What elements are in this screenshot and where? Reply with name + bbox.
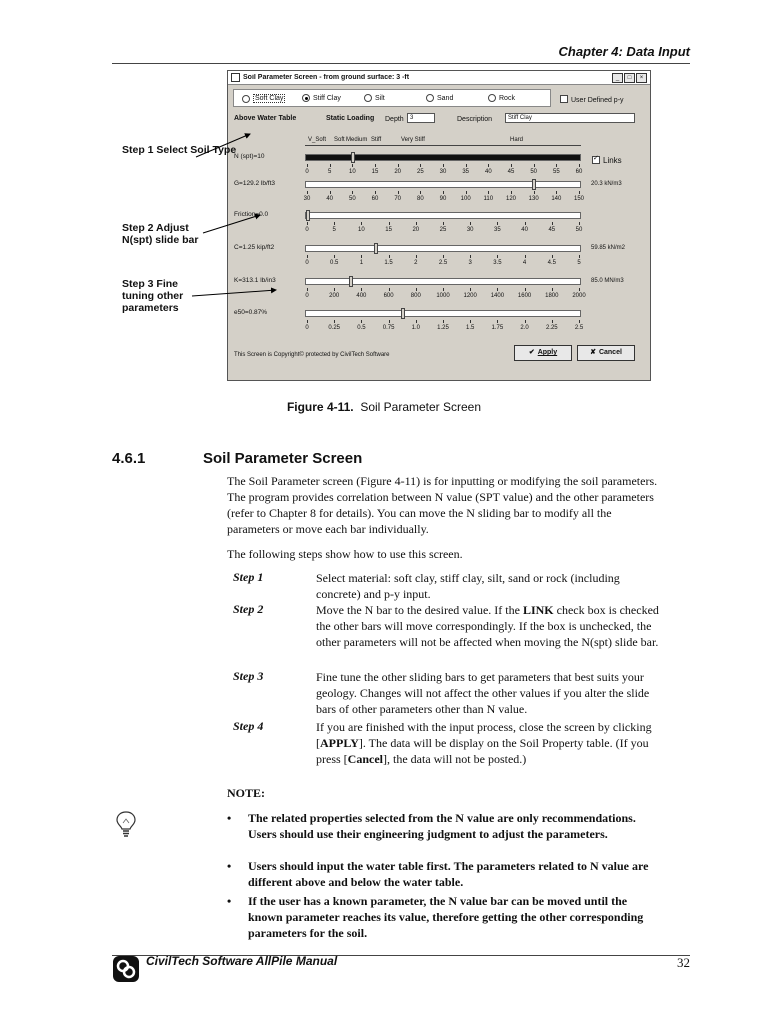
tick-label: 25 [416, 169, 424, 175]
tick-label: 60 [371, 196, 379, 202]
tick-label: 0 [305, 325, 309, 331]
tick-label: 45 [548, 227, 556, 233]
footer-title: CivilTech Software AllPile Manual [146, 954, 338, 968]
tick-label: 15 [371, 169, 379, 175]
tick-label: 1.5 [384, 260, 393, 266]
tick-label: 1800 [545, 293, 559, 299]
tick-label: 90 [439, 196, 447, 202]
arrow-step-2 [203, 215, 260, 233]
metric-value: 85.0 MN/m3 [591, 278, 624, 284]
water-table-label: Above Water Table [234, 115, 297, 122]
minimize-icon[interactable]: _ [612, 73, 623, 83]
tick-label: 0.5 [357, 325, 366, 331]
tick-label: 40 [521, 227, 528, 233]
tick-label: 0.25 [328, 325, 341, 331]
radio-silt[interactable]: Silt [364, 94, 385, 102]
description-label: Description [457, 116, 493, 123]
tick-label: 25 [439, 227, 447, 233]
step-label: Step 4 [233, 719, 264, 733]
tick-label: 15 [385, 227, 392, 233]
window-title: Soil Parameter Screen - from ground surface: 3 -ft [243, 74, 410, 81]
x-icon: ✘ [590, 349, 596, 356]
tick-label: 1 [359, 260, 364, 266]
note-item: • The related properties selected from the N value are only recommendations. Users should use their engineering judgment to adjust the parameters. [227, 811, 636, 841]
consistency-label: Stiff [371, 137, 382, 143]
description-input[interactable]: Stiff Clay [505, 113, 635, 123]
user-defined-checkbox[interactable]: User Defined p-y [560, 94, 624, 104]
lightbulb-icon [115, 810, 137, 838]
tick-label: 5 [577, 260, 581, 266]
tick-label: 5 [332, 227, 336, 233]
depth-input[interactable]: 3 [407, 113, 435, 123]
callout-arrows [0, 0, 768, 400]
tick-label: 10 [348, 169, 356, 175]
tick-label: 400 [356, 293, 367, 299]
consistency-label: Soft [334, 137, 345, 143]
tick-label: 50 [575, 227, 583, 233]
tick-label: 1.25 [437, 325, 449, 331]
tick-label: 4.5 [547, 260, 556, 266]
copyright-text: This Screen is Copyright© protected by CivilTech Software [234, 352, 390, 358]
tick-label: 55 [552, 169, 560, 175]
tick-label: 200 [329, 293, 340, 299]
tick-label: 130 [528, 196, 539, 202]
tick-label: 1600 [517, 293, 532, 299]
tick-label: 0 [305, 260, 309, 266]
tick-label: 40 [326, 196, 333, 202]
tick-label: 2.25 [545, 325, 558, 331]
tick-label: 4 [522, 260, 527, 266]
radio-sand[interactable]: Sand [426, 94, 453, 102]
tick-label: 800 [410, 293, 421, 299]
callout-step-1: Step 1 Select Soil Type [122, 144, 237, 156]
arrow-step-1 [196, 134, 250, 157]
callout-step-3: Step 3 Fine tuning other parameters [122, 278, 184, 314]
arrow-step-3 [192, 290, 276, 296]
note-item: • If the user has a known parameter, the N value bar can be moved until the known parameter reaches its value, therefore getting the other corresponding parameters for the soil. [227, 894, 644, 940]
close-icon[interactable]: × [636, 73, 647, 83]
slider-label: Friction=0.0 [234, 211, 269, 218]
page-number: 32 [677, 955, 690, 970]
tick-label: 0.75 [382, 325, 395, 331]
tick-label: 20 [412, 227, 420, 233]
tick-label: 35 [494, 227, 501, 233]
tick-label: 2.5 [574, 325, 584, 331]
tick-label: 10 [358, 227, 365, 233]
tick-label: 1000 [436, 293, 450, 299]
note-item: • Users should input the water table first. The parameters related to N value are different above and below the water table. [227, 859, 649, 889]
tick-label: 50 [348, 196, 356, 202]
links-checkbox[interactable]: ✓Links [592, 155, 622, 165]
slider-label: e50=0.87% [234, 309, 268, 316]
tick-label: 140 [551, 196, 562, 202]
consistency-label: Hard [510, 137, 524, 143]
tick-label: 30 [303, 196, 311, 202]
note-label: NOTE: [227, 786, 266, 800]
consistency-label: Very Stiff [401, 137, 425, 143]
metric-value: 20.3 kN/m3 [591, 181, 622, 187]
tick-label: 110 [483, 196, 494, 202]
tick-label: 1200 [463, 293, 477, 299]
cancel-button[interactable]: ✘ Cancel [577, 345, 635, 361]
apply-button[interactable]: ✔ Apply [514, 345, 572, 361]
step-label: Step 2 [233, 602, 264, 616]
tick-label: 30 [466, 227, 474, 233]
intro-paragraph: The Soil Parameter screen (Figure 4-11) is for inputting or modifying the soil parameters. The program provides correlation between N value (SPT value) and the other parameters (refer to Chapter 8 for details). You can move the N sliding bar to modify all the parameters or move each bar individually. [227, 474, 658, 536]
tick-label: 5 [327, 169, 332, 175]
tick-label: 80 [416, 196, 424, 202]
consistency-label: V_Soft [308, 137, 327, 143]
tick-label: 30 [439, 169, 447, 175]
tick-label: 0 [305, 227, 309, 233]
step-text: Select material: soft clay, stiff clay, silt, sand or rock (including concrete) and p-y input. [316, 571, 620, 601]
tick-label: 2000 [572, 293, 586, 299]
step-label: Step 3 [233, 669, 264, 683]
chapter-title: Chapter 4: Data Input [558, 44, 690, 59]
tick-label: 1.75 [491, 325, 504, 331]
radio-rock[interactable]: Rock [488, 94, 515, 102]
slider-label: K=313.1 lb/in3 [234, 277, 276, 284]
tick-label: 1400 [490, 293, 505, 299]
step-text: Move the N bar to the desired value. If the LINK check box is checked the other bars will move correspondingly. If the box is unchecked, the other parameters will not be affected when moving the N(spt) slide bar. [316, 603, 659, 649]
tick-label: 45 [507, 169, 515, 175]
tick-label: 100 [460, 196, 471, 202]
depth-label: Depth [385, 116, 404, 123]
consistency-label: Medium [346, 137, 368, 143]
tick-label: 40 [484, 169, 492, 175]
tick-label: 50 [530, 169, 537, 175]
section-title: Soil Parameter Screen [203, 450, 363, 467]
tick-label: 120 [505, 196, 517, 202]
tick-label: 0 [305, 169, 309, 175]
slider-label: C=1.25 kip/ft2 [234, 244, 275, 251]
tick-label: 3.5 [493, 260, 502, 266]
radio-soft-clay[interactable]: Soft Clay [242, 94, 285, 103]
tick-label: 70 [394, 196, 401, 202]
loading-label: Static Loading [326, 115, 375, 122]
tick-label: 0.5 [330, 260, 339, 266]
steps-intro: The following steps show how to use this screen. [227, 547, 463, 561]
section-number: 4.6.1 [112, 450, 146, 467]
metric-value: 59.85 kN/m2 [591, 245, 626, 251]
radio-stiff-clay[interactable]: Stiff Clay [302, 94, 341, 102]
step-label: Step 1 [233, 570, 264, 584]
step-text: If you are finished with the input process, close the screen by clicking [APPLY]. The data will be display on the Soil Property table. (If you press [Cancel], the data will not be posted.) [316, 720, 652, 766]
slider-label: N (spt)=10 [234, 153, 265, 160]
civiltech-logo-icon [112, 955, 140, 983]
tick-label: 1.0 [411, 325, 420, 331]
check-icon: ✔ [528, 349, 535, 356]
tick-label: 35 [462, 169, 469, 175]
tick-label: 20 [394, 169, 401, 175]
tick-label: 2.5 [438, 260, 448, 266]
tick-label: 60 [575, 169, 583, 175]
tick-label: 2 [414, 260, 418, 266]
tick-label: 1.5 [466, 325, 475, 331]
slider-label: G=129.2 lb/ft3 [234, 180, 276, 187]
tick-label: 150 [573, 196, 585, 202]
callout-step-2: Step 2 Adjust N(spt) slide bar [122, 222, 199, 246]
step-text: Fine tune the other sliding bars to get parameters that best suits your geology. Changes will not affect the other values if you alter the slide bars of other parameters other than N value. [316, 670, 650, 716]
figure-caption: Figure 4-11. Soil Parameter Screen [286, 400, 482, 414]
tick-label: 3 [468, 260, 472, 266]
tick-label: 0 [305, 293, 309, 299]
maximize-icon[interactable]: □ [624, 73, 635, 83]
tick-label: 2.0 [520, 325, 529, 331]
tick-label: 600 [383, 293, 394, 299]
